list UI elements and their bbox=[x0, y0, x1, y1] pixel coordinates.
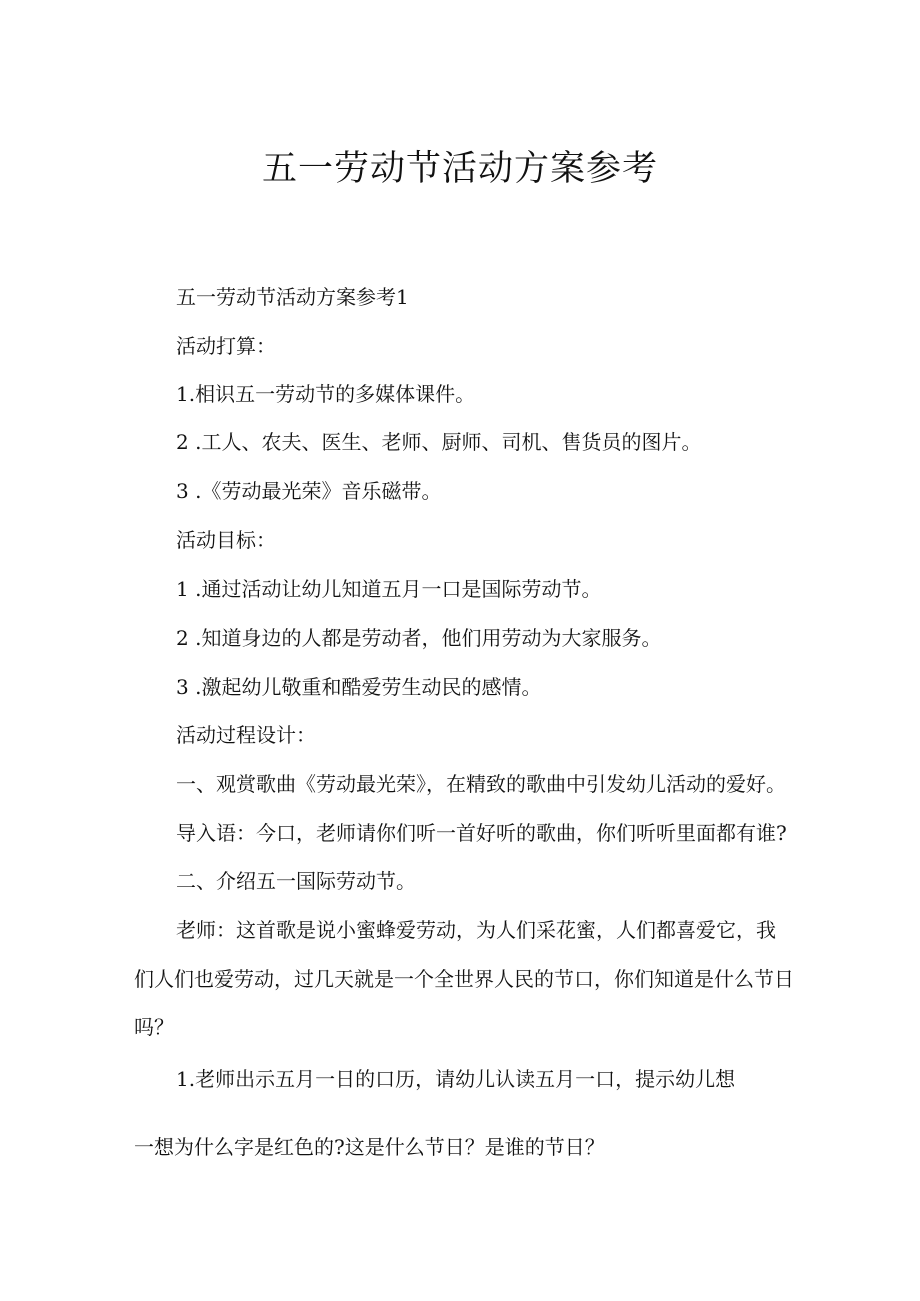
prep-heading: 活动打算： bbox=[176, 334, 276, 358]
section-subtitle: 五一劳动节活动方案参考1 bbox=[176, 285, 409, 309]
prep-item: 2 .工人、农夫、医生、老师、厨师、司机、售货员的图片。 bbox=[176, 430, 702, 454]
goal-item: 2 .知道身边的人都是劳动者，他们用劳动为大家服务。 bbox=[176, 626, 662, 650]
goal-heading: 活动目标： bbox=[176, 528, 276, 552]
goal-item: 1 .通过活动让幼儿知道五月一口是国际劳动节。 bbox=[176, 577, 602, 601]
process-heading: 活动过程设计： bbox=[176, 723, 316, 747]
process-line: 们人们也爱劳动，过几天就是一个全世界人民的节口，你们知道是什么节日 bbox=[134, 967, 794, 991]
process-line: 导入语：今口，老师请你们听一首好听的歌曲，你们听听里面都有谁? bbox=[176, 821, 787, 845]
goal-item: 3 .激起幼儿敬重和酷爱劳生动民的感情。 bbox=[176, 675, 542, 699]
process-line: 1.老师出示五月一日的口历，请幼儿认读五月一口，提示幼儿想 bbox=[176, 1067, 736, 1091]
process-line: 二、介绍五一国际劳动节。 bbox=[176, 869, 416, 893]
process-line: 吗？ bbox=[134, 1015, 174, 1039]
process-line: 一、观赏歌曲《劳动最光荣》，在精致的歌曲中引发幼儿活动的爱好。 bbox=[176, 772, 786, 796]
process-line: 老师：这首歌是说小蜜蜂爱劳动，为人们采花蜜，人们都喜爱它，我 bbox=[176, 918, 776, 942]
document-title: 五一劳动节活动方案参考 bbox=[261, 149, 658, 189]
process-line: 一想为什么字是红色的?这是什么节日？是谁的节日？ bbox=[134, 1135, 605, 1159]
prep-item: 3 .《劳动最光荣》音乐磁带。 bbox=[176, 479, 442, 503]
prep-item: 1.相识五一劳动节的多媒体课件。 bbox=[176, 382, 476, 406]
